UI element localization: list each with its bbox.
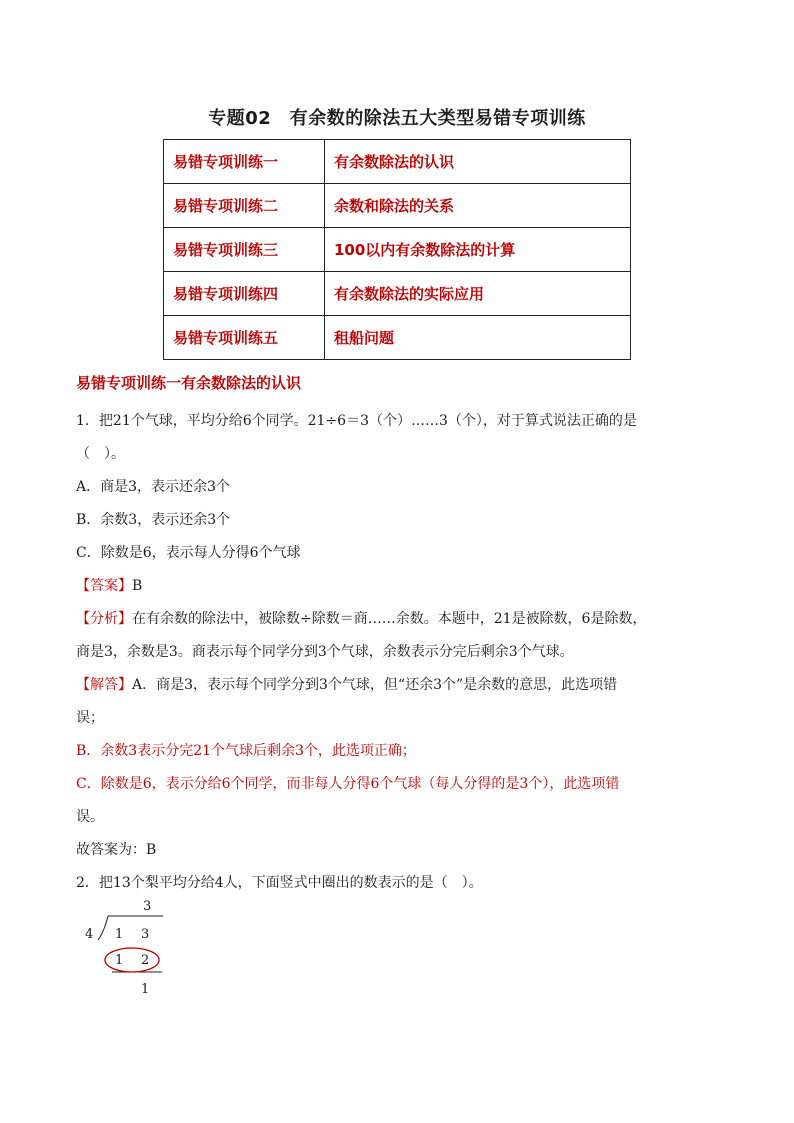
- long-division: [80, 896, 200, 1006]
- solution-c-cont: 误。: [76, 809, 104, 825]
- question-1-option-b: B．余数3，表示还余3个: [76, 512, 231, 528]
- analysis-line-2: 商是3，余数是3。商表示每个同学分到3个气球，余数表示分完后剩余3个气球。: [76, 644, 574, 660]
- solution-a-text: A．商是3，表示每个同学分到3个气球，但“还余3个”是余数的意思，此选项错: [132, 677, 618, 693]
- question-1-stem-cont: （ ）。: [76, 446, 125, 462]
- product-digit: 1: [115, 953, 124, 968]
- page-title: 专题02 有余数的除法五大类型易错专项训练: [208, 108, 586, 129]
- table-cell-name: 易错专项训练四: [164, 272, 325, 316]
- dividend-digit: 3: [141, 927, 150, 942]
- solution-tag: 【解答】: [76, 677, 132, 693]
- analysis-tag: 【分析】: [76, 611, 132, 627]
- table-row: [164, 140, 631, 184]
- analysis-text: 在有余数的除法中，被除数÷除数＝商……余数。本题中，21是被除数，6是除数，: [132, 611, 647, 627]
- quotient-digit: 3: [143, 899, 152, 914]
- question-1-stem: 1．把21个气球，平均分给6个同学。21÷6＝3（个）……3（个），对于算式说法正确的是: [76, 413, 637, 429]
- table-cell-topic: 余数和除法的关系: [325, 184, 631, 228]
- table-cell-name: 易错专项训练一: [164, 140, 325, 184]
- table-cell-topic: 有余数除法的认识: [325, 140, 631, 184]
- table-row: [164, 228, 631, 272]
- table-row: [164, 316, 631, 360]
- table-cell-topic: 租船问题: [325, 316, 631, 360]
- answer-line: [76, 575, 142, 595]
- analysis-line-1: [76, 608, 646, 628]
- question-1-option-c: C．除数是6，表示每人分得6个气球: [76, 545, 301, 561]
- table-cell-topic: 100以内有余数除法的计算: [325, 228, 631, 272]
- divisor-digit: 4: [85, 927, 94, 942]
- solution-line-1: [76, 674, 617, 694]
- division-bracket: [80, 896, 200, 1006]
- final-answer: 故答案为：B: [76, 842, 157, 858]
- answer-tag: 【答案】: [76, 578, 132, 594]
- product-digit: 2: [141, 953, 150, 968]
- table-cell-name: 易错专项训练五: [164, 316, 325, 360]
- circle-highlight: [105, 948, 159, 972]
- table-row: [164, 184, 631, 228]
- question-1-option-a: A．商是3，表示还余3个: [76, 479, 230, 495]
- dividend-digit: 1: [115, 927, 124, 942]
- table-cell-name: 易错专项训练二: [164, 184, 325, 228]
- answer-value: B: [132, 578, 143, 594]
- table-cell-name: 易错专项训练三: [164, 228, 325, 272]
- table-row: [164, 272, 631, 316]
- table-cell-topic: 有余数除法的实际应用: [325, 272, 631, 316]
- solution-a-cont: 误；: [76, 710, 104, 726]
- topic-table: [163, 139, 631, 360]
- solution-c: C．除数是6，表示分给6个同学，而非每人分得6个气球（每人分得的是3个），此选项错: [76, 776, 620, 792]
- remainder-digit: 1: [141, 982, 150, 997]
- section-heading: 易错专项训练一有余数除法的认识: [76, 374, 302, 392]
- solution-b: B．余数3表示分完21个气球后剩余3个，此选项正确；: [76, 743, 416, 759]
- question-2-stem: 2．把13个梨平均分给4人，下面竖式中圈出的数表示的是（ ）。: [76, 875, 483, 891]
